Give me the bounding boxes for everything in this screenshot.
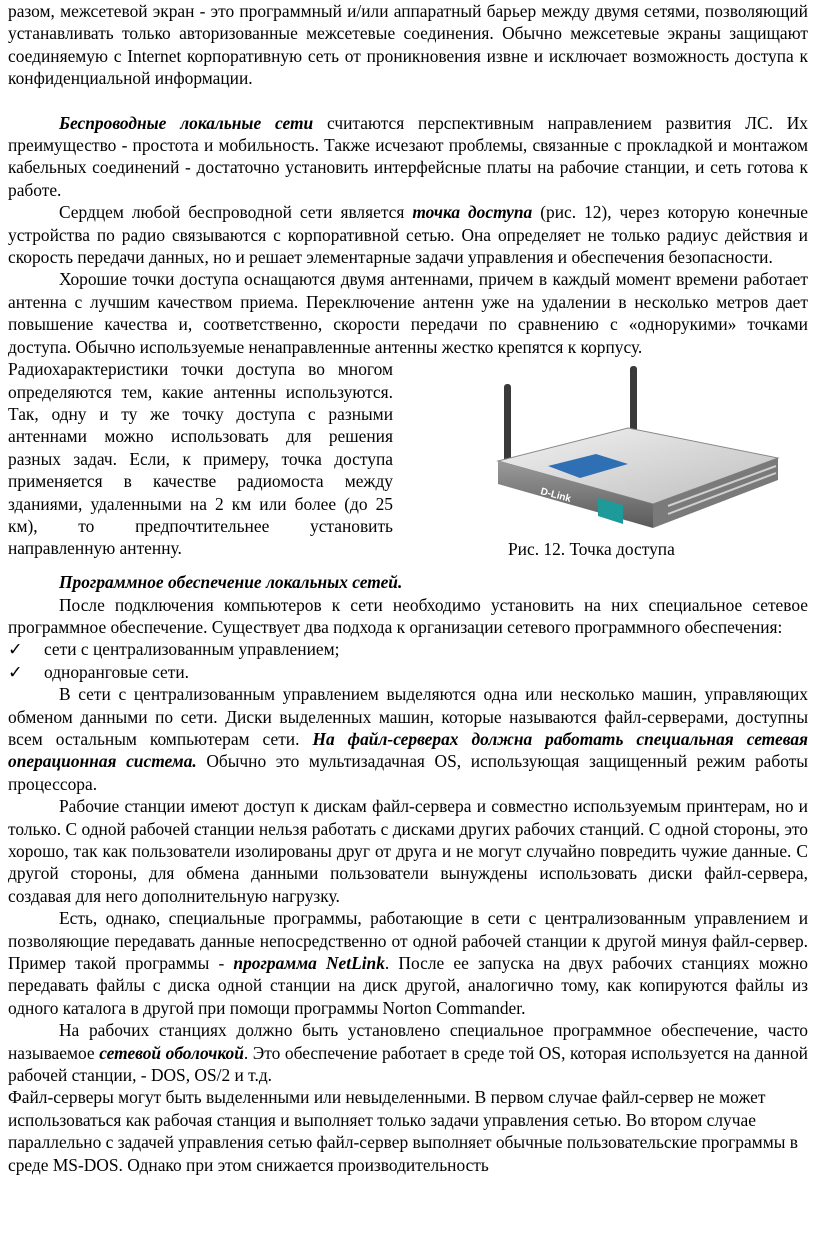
paragraph-shell: На рабочих станциях должно быть установлено специальное программное обеспечение, часто называемое сетевой оболочкой. Это обеспечение работает в среде той OS, которая используется на данной рабочей станции, - DOS, OS/2 и т.д. — [8, 1020, 808, 1086]
term-network-shell: сетевой оболочкой — [99, 1042, 244, 1063]
paragraph-wireless: Беспроводные локальные сети считаются перспективным направлением развития ЛС. Их преимущество - простота и мобильность. Также исчезают проблемы, связанные с прокладкой и монтажом кабельных соединений - достаточно установить интерфейсные платы на рабочие станции, и сеть готова к работе. — [8, 112, 808, 200]
list-item: ✓ сети с централизованным управлением; — [8, 639, 340, 660]
access-point-image — [478, 366, 798, 536]
paragraph-workstations: Рабочие станции имеют доступ к дискам файл-сервера и совместно используемым принтерам, но и только. С одной рабочей станции нельзя работать с дисками других рабочих станций. С одной стороны, это хорошо, так как пользователи изолированы друг от друга и не могут случайно повредить чужие данные. С другой стороны, для обмена данными пользователи вынуждены использовать диски файл-сервера, создавая для него дополнительную нагрузку. — [8, 796, 808, 906]
paragraph-servers: Файл-серверы могут быть выделенными или невыделенными. В первом случае файл-сервер не может использоваться как рабочая станция и выполняет только задачи управления сетью. Во втором случае параллельно с задачей управления сетью файл-сервер выполняет обычные пользовательские программы в среде MS-DOS. Однако при этом снижается производительность — [8, 1087, 798, 1175]
list-item: ✓ одноранговые сети. — [8, 661, 190, 682]
paragraph-radio: Радиохарактеристики точки доступа во многом определяются тем, какие антенны используются. Так, одну и ту же точку доступа с разными антеннами можно использовать для решения разных задач. Если, к примеру, точка доступа применяется в качестве радиомоста между зданиями, удаленными на 2 км или более (до 25 км), то предпочтительнее установить направленную антенну. — [8, 359, 393, 559]
checkmark-icon: ✓ — [8, 661, 23, 682]
antenna-right — [630, 366, 637, 438]
term-wireless: Беспроводные локальные сети — [59, 112, 314, 133]
paragraph-netlink: Есть, однако, специальные программы, работающие в сети с централизованным управлением и позволяющие передавать данные непосредственно от одной рабочей станции к другой минуя файл-сервер. Пример такой программы - программа NetLink. После ее запуска на двух рабочих станциях можно передавать файлы с диска одной станции на диск другой, аналогично тому, как копируются файлы из одного каталога в другой при помощи программы Norton Commander. — [8, 908, 808, 1018]
paragraph-software-intro: После подключения компьютеров к сети необходимо установить на них специальное сетевое программное обеспечение. Существует два подхода к организации сетевого программного обеспечения: — [8, 594, 808, 637]
radio-text-column — [8, 358, 393, 560]
software-heading: Программное обеспечение локальных сетей. — [59, 572, 403, 593]
figure-block — [8, 358, 808, 571]
term-access-point: точка доступа — [412, 202, 533, 223]
term-netlink: программа NetLink — [233, 953, 385, 973]
paragraph-centralized: В сети с централизованным управлением выделяются одна или несколько машин, управляющих обменом данными по сети. Диски выделенных машин, которые называются файл-серверами, доступны всем остальным компьютерам сети. На файл-серверах должна работать специальная сетевая операционная система. Обычно это мультизадачная OS, использующая защищенный режим работы процессора. — [8, 684, 809, 794]
paragraph-firewall: разом, межсетевой экран - это программный и/или аппаратный барьер между двумя сетями, позволяющий устанавливать только авторизованные межсетевые соединения. Обычно межсетевые экраны защищают соединяемую с Internet корпоративную сеть от проникновения извне и исключает возможность доступа к конфиденциальной информации. — [8, 1, 808, 89]
brand-logo: D-Link — [539, 486, 573, 506]
antenna-left — [504, 384, 511, 464]
paragraph-antennas: Хорошие точки доступа оснащаются двумя антеннами, причем в каждый момент времени работает антенна с лучшим качеством приема. Переключение антенн уже на удалении в несколько метров дает повышение качества и, соответственно, скорости передачи по сравнению с «однорукими» точками доступа. Обычно используемые ненаправленные антенны жестко крепятся к корпусу. — [8, 269, 808, 357]
emphasis-file-server: На файл-серверах должна работать специальная сетевая операционная система. — [8, 728, 809, 772]
paragraph-access-point: Сердцем любой беспроводной сети является точка доступа (рис. 12), через которую конечные устройства по радио связываются с корпоративной сетью. Она определяет не только радиус действия и скорость передачи данных, но и решает элементарные задачи управления и обеспечения безопасности. — [8, 202, 808, 268]
figure-caption: Рис. 12. Точка доступа — [508, 539, 675, 560]
checkmark-icon: ✓ — [8, 639, 23, 660]
